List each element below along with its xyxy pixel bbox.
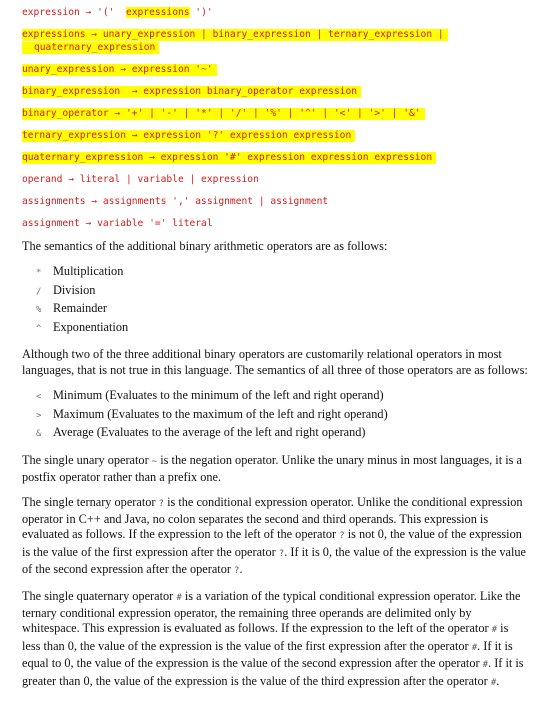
grammar-rule-expressions: expressions → unary_expression | binary_expression | ternary_expression | quaternary_expression xyxy=(22,28,529,54)
grammar-rule-assignment: assignment → variable '=' literal xyxy=(22,218,213,229)
list-item: > Maximum (Evaluates to the maximum of the left and right operand) xyxy=(36,406,388,421)
list-item: % Remainder xyxy=(36,301,107,316)
grammar-rule-expression: expression → '(' expressions ')' xyxy=(22,7,213,18)
paragraph-relational-intro: Although two of the three additional binary operators are customarily relational operators in most languages, that is not true in this language. The semantics of all three of those operators are as follows: xyxy=(22,347,528,377)
paragraph-ternary: The single ternary operator ? is the conditional expression operator. Unlike the conditional expression operator in C++ and Java, no colon separates the second and third operands. This expression is evaluated as follows. If the expression to the left of the operator ? is not 0, the value of the expression is the value of the first expression after the operator ?. If it is 0, the value of the expression is the value of the second expression after the operator ?. xyxy=(22,494,526,577)
paragraph-unary: The single unary operator ~ is the negation operator. Unlike the unary minus in most languages, it is a postfix operator rather than a prefix one. xyxy=(22,452,522,485)
list-item: * Multiplication xyxy=(36,264,124,279)
list-item: & Average (Evaluates to the average of the left and right operand) xyxy=(36,425,366,440)
grammar-rule-assignments: assignments → assignments ',' assignment | assignment xyxy=(22,196,329,207)
paragraph-quaternary: The single quaternary operator # is a variation of the typical conditional expression operator. Like the ternary conditional expression operator, the remaining three operands are delimited only by whitespace. This expression is evaluated as follows. If the expression to the left of the operator # is less than 0, the value of the expression is the value of the first expression after the operator #. If it is equal to 0, the value of the expression is the value of the second expression after the operator #. If it is greater than 0, the value of the expression is the value of the third expression after the operator #. xyxy=(22,588,524,688)
paragraph-binary-intro: The semantics of the additional binary arithmetic operators are as follows: xyxy=(22,239,388,253)
grammar-rule-binary-operator: binary_operator → '+' | '-' | '*' | '/' | '%' | '^' | '<' | '>' | '&' xyxy=(22,107,529,120)
list-item: / Division xyxy=(36,282,96,297)
grammar-rule-ternary: ternary_expression → expression '?' expression expression xyxy=(22,129,529,142)
list-item: < Minimum (Evaluates to the minimum of the left and right operand) xyxy=(36,388,384,403)
relational-operator-list xyxy=(22,387,529,443)
highlight: expressions xyxy=(125,7,190,18)
grammar-rule-binary: binary_expression → expression binary_operator expression xyxy=(22,85,529,98)
grammar-rule-quaternary: quaternary_expression → expression '#' expression expression expression xyxy=(22,151,529,164)
arith-operator-list xyxy=(22,263,529,337)
grammar-rule-operand: operand → literal | variable | expression xyxy=(22,174,259,185)
grammar-rule-unary: unary_expression → expression '~' xyxy=(22,63,529,76)
list-item: ^ Exponentiation xyxy=(36,319,129,334)
